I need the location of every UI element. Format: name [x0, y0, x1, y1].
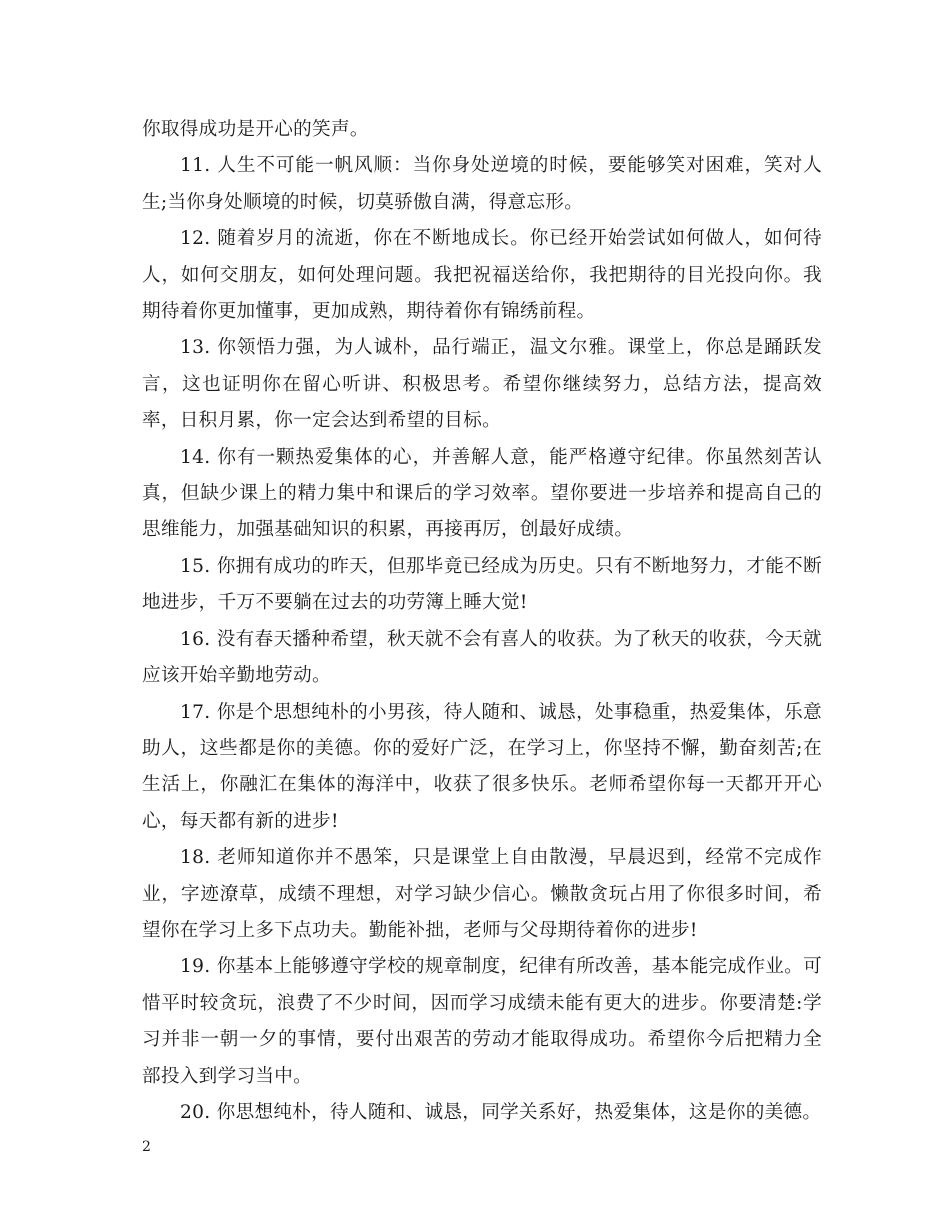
paragraph-item-17: 17. 你是个思想纯朴的小男孩，待人随和、诚恳，处事稳重，热爱集体，乐意助人，这些都是你的美德。你的爱好广泛，在学习上，你坚持不懈，勤奋刻苦;在生活上，你融汇在集体的海洋中，收获了很多快乐。老师希望你每一天都开开心心，每天都有新的进步!	[142, 701, 822, 832]
paragraph-item-13: 13. 你领悟力强，为人诚朴，品行端正，温文尔雅。课堂上，你总是踊跃发言，这也证明你在留心听讲、积极思考。希望你继续努力，总结方法，提高效率，日积月累，你一定会达到希望的目标。	[142, 337, 822, 432]
paragraph-item-20: 20. 你思想纯朴，待人随和、诚恳，同学关系好，热爱集体，这是你的美德。	[180, 1101, 822, 1123]
paragraph-item-18: 18. 老师知道你并不愚笨，只是课堂上自由散漫，早晨迟到，经常不完成作业，字迹潦草，成绩不理想，对学习缺少信心。懒散贪玩占用了你很多时间，希望你在学习上多下点功夫。勤能补拙，老师与父母期待着你的进步!	[142, 847, 822, 941]
paragraph-item-15: 15. 你拥有成功的昨天，但那毕竟已经成为历史。只有不断地努力，才能不断地进步，千万不要躺在过去的功劳簿上睡大觉!	[142, 555, 822, 614]
paragraph-continuation: 你取得成功是开心的笑声。	[142, 119, 369, 140]
paragraph-item-19: 19. 你基本上能够遵守学校的规章制度，纪律有所改善，基本能完成作业。可惜平时较贪玩，浪费了不少时间，因而学习成绩未能有更大的进步。你要清楚:学习并非一朝一夕的事情，要付出艰苦的劳动才能取得成功。希望你今后把精力全部投入到学习当中。	[142, 956, 822, 1087]
paragraph-item-12: 12. 随着岁月的流逝，你在不断地成长。你已经开始尝试如何做人，如何待人，如何交朋友，如何处理问题。我把祝福送给你，我把期待的目光投向你。我期待着你更加懂事，更加成熟，期待着你有锦绣前程。	[142, 228, 822, 323]
document-body	[142, 112, 822, 1131]
page-number: 2	[142, 1139, 151, 1155]
paragraph-item-14: 14. 你有一颗热爱集体的心，并善解人意，能严格遵守纪律。你虽然刻苦认真，但缺少课上的精力集中和课后的学习效率。望你要进一步培养和提高自己的思维能力，加强基础知识的积累，再接再厉，创最好成绩。	[142, 446, 822, 541]
paragraph-item-11: 11. 人生不可能一帆风顺：当你身处逆境的时候，要能够笑对困难，笑对人生;当你身处顺境的时候，切莫骄傲自满，得意忘形。	[142, 155, 822, 213]
paragraph-item-16: 16. 没有春天播种希望，秋天就不会有喜人的收获。为了秋天的收获，今天就应该开始辛勤地劳动。	[142, 628, 822, 687]
